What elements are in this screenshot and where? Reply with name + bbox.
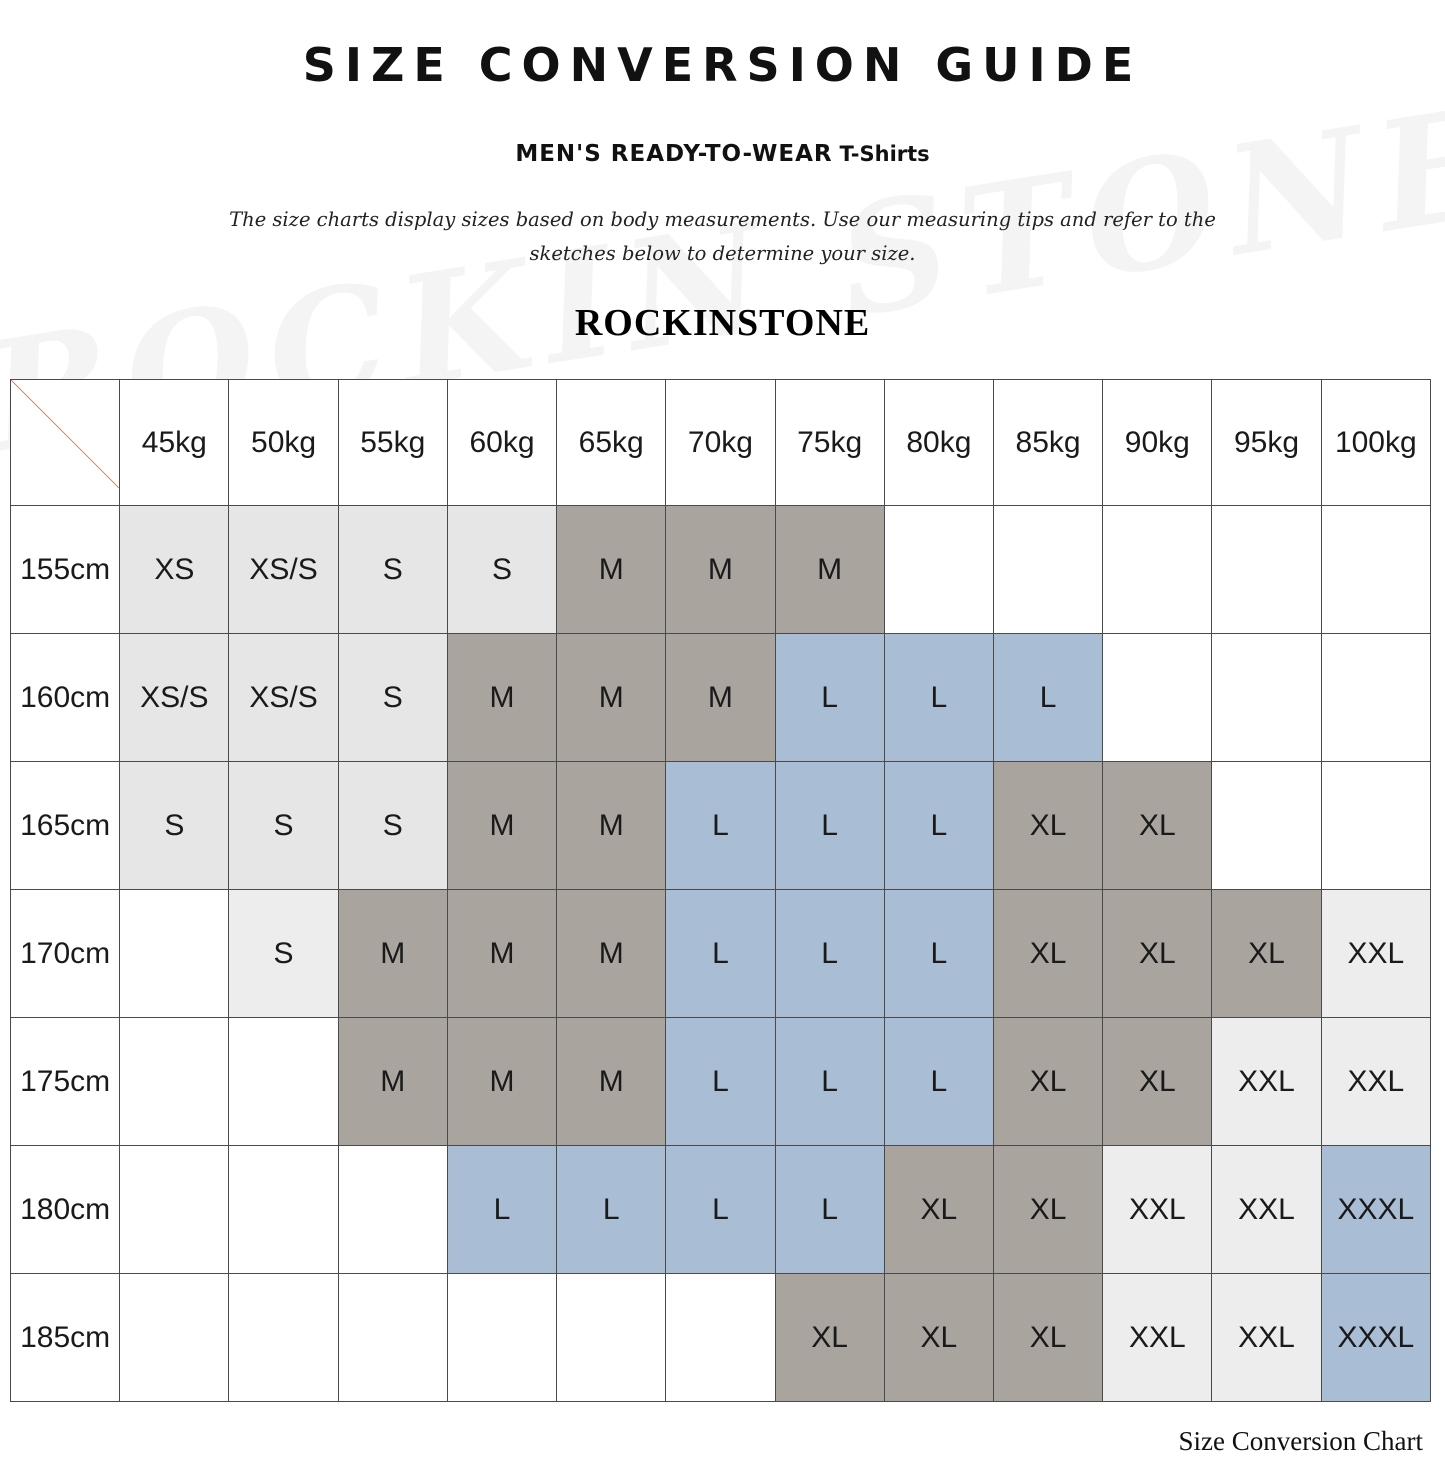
column-header-weight: 50kg	[229, 380, 338, 506]
table-corner-cell	[11, 380, 120, 506]
size-conversion-table	[10, 379, 1431, 1402]
size-cell: M	[447, 890, 556, 1018]
size-cell: M	[557, 1018, 666, 1146]
size-cell	[229, 1146, 338, 1274]
size-cell: L	[666, 1146, 775, 1274]
size-cell	[338, 1146, 447, 1274]
brand-name: ROCKINSTONE	[574, 302, 871, 345]
size-cell: L	[666, 762, 775, 890]
size-cell	[1212, 762, 1321, 890]
size-cell	[884, 506, 993, 634]
table-row	[11, 1274, 1431, 1402]
size-cell: L	[557, 1146, 666, 1274]
size-cell: L	[775, 890, 884, 1018]
size-cell	[1321, 762, 1430, 890]
table-row	[11, 890, 1431, 1018]
size-cell: M	[557, 506, 666, 634]
column-header-weight: 85kg	[993, 380, 1102, 506]
size-cell: S	[338, 634, 447, 762]
column-header-weight: 75kg	[775, 380, 884, 506]
size-cell	[120, 1274, 229, 1402]
size-cell: L	[447, 1146, 556, 1274]
size-cell	[993, 506, 1102, 634]
size-cell: XL	[884, 1146, 993, 1274]
column-header-weight: 60kg	[447, 380, 556, 506]
size-cell: M	[557, 762, 666, 890]
size-cell: XXL	[1212, 1018, 1321, 1146]
size-cell: L	[884, 890, 993, 1018]
size-cell: XL	[993, 1018, 1102, 1146]
size-cell: XS/S	[229, 506, 338, 634]
size-cell	[1212, 634, 1321, 762]
size-cell: XXXL	[1321, 1146, 1430, 1274]
column-header-weight: 65kg	[557, 380, 666, 506]
size-cell: XL	[884, 1274, 993, 1402]
size-cell: L	[666, 1018, 775, 1146]
row-header-height: 160cm	[11, 634, 120, 762]
description-text: The size charts display sizes based on body measurements. Use our measuring tips and refer to the sketches below to determine your size.	[229, 208, 1216, 266]
size-cell: S	[229, 890, 338, 1018]
size-cell: XXL	[1212, 1274, 1321, 1402]
column-header-weight: 70kg	[666, 380, 775, 506]
size-cell: XL	[993, 762, 1102, 890]
column-header-weight: 45kg	[120, 380, 229, 506]
column-header-weight: 95kg	[1212, 380, 1321, 506]
column-header-weight: 80kg	[884, 380, 993, 506]
size-cell: L	[775, 1146, 884, 1274]
size-cell	[1103, 634, 1212, 762]
size-cell: M	[775, 506, 884, 634]
size-cell: L	[666, 890, 775, 1018]
size-cell	[120, 1146, 229, 1274]
size-cell: XS/S	[229, 634, 338, 762]
size-cell	[666, 1274, 775, 1402]
subtitle-category: MEN'S READY-TO-WEAR	[515, 141, 833, 167]
size-cell: L	[884, 1018, 993, 1146]
size-cell	[1103, 506, 1212, 634]
column-header-weight: 100kg	[1321, 380, 1430, 506]
size-cell	[557, 1274, 666, 1402]
size-cell: XXXL	[1321, 1274, 1430, 1402]
page-title: SIZE CONVERSION GUIDE	[302, 38, 1143, 92]
size-cell: M	[338, 1018, 447, 1146]
size-cell: L	[993, 634, 1102, 762]
size-cell: XXL	[1103, 1274, 1212, 1402]
size-cell: XL	[993, 1146, 1102, 1274]
size-cell: M	[557, 890, 666, 1018]
size-cell: XL	[993, 890, 1102, 1018]
size-cell: M	[666, 506, 775, 634]
table-row	[11, 762, 1431, 890]
size-cell: M	[447, 762, 556, 890]
table-row	[11, 506, 1431, 634]
size-cell: M	[338, 890, 447, 1018]
size-cell: XXL	[1321, 890, 1430, 1018]
size-cell	[1321, 506, 1430, 634]
size-cell	[229, 1018, 338, 1146]
size-cell: L	[884, 762, 993, 890]
size-cell: L	[775, 762, 884, 890]
row-header-height: 180cm	[11, 1146, 120, 1274]
size-cell: S	[338, 506, 447, 634]
column-header-weight: 55kg	[338, 380, 447, 506]
size-cell: XL	[1103, 1018, 1212, 1146]
table-row	[11, 1146, 1431, 1274]
footer-caption: Size Conversion Chart	[1178, 1426, 1423, 1456]
table-row	[11, 1018, 1431, 1146]
subtitle	[0, 140, 1445, 167]
size-guide-page	[0, 20, 1445, 1402]
size-cell: S	[120, 762, 229, 890]
size-cell: S	[338, 762, 447, 890]
size-cell	[1212, 506, 1321, 634]
size-cell: L	[775, 634, 884, 762]
size-cell	[447, 1274, 556, 1402]
size-cell	[1321, 634, 1430, 762]
size-cell: XL	[993, 1274, 1102, 1402]
table-row	[11, 634, 1431, 762]
size-cell: XL	[1212, 890, 1321, 1018]
size-cell	[338, 1274, 447, 1402]
size-cell: L	[884, 634, 993, 762]
size-cell: XL	[775, 1274, 884, 1402]
size-cell: S	[447, 506, 556, 634]
size-cell: XXL	[1212, 1146, 1321, 1274]
size-cell: S	[229, 762, 338, 890]
size-cell	[120, 1018, 229, 1146]
size-cell: XS	[120, 506, 229, 634]
size-cell: XXL	[1321, 1018, 1430, 1146]
size-cell: XXL	[1103, 1146, 1212, 1274]
column-header-weight: 90kg	[1103, 380, 1212, 506]
size-cell: XL	[1103, 890, 1212, 1018]
row-header-height: 175cm	[11, 1018, 120, 1146]
size-cell	[120, 890, 229, 1018]
size-cell: XL	[1103, 762, 1212, 890]
size-cell: M	[666, 634, 775, 762]
size-cell: L	[775, 1018, 884, 1146]
subtitle-item: T-Shirts	[839, 142, 930, 166]
row-header-height: 185cm	[11, 1274, 120, 1402]
row-header-height: 170cm	[11, 890, 120, 1018]
size-cell: M	[447, 1018, 556, 1146]
diagonal-divider-icon	[11, 380, 119, 488]
size-cell	[229, 1274, 338, 1402]
size-cell: M	[557, 634, 666, 762]
size-cell: M	[447, 634, 556, 762]
size-cell: XS/S	[120, 634, 229, 762]
row-header-height: 155cm	[11, 506, 120, 634]
table-header-row	[11, 380, 1431, 506]
row-header-height: 165cm	[11, 762, 120, 890]
